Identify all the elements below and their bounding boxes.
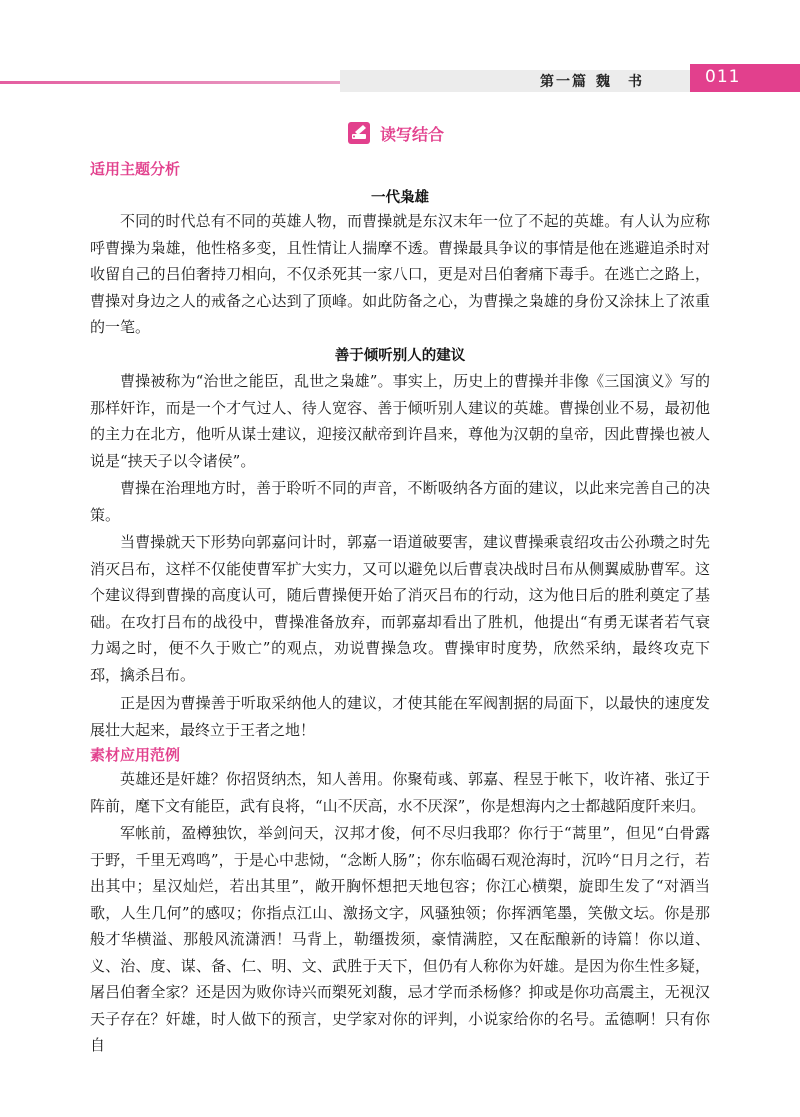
article-title-1: 一代枭雄: [371, 190, 429, 206]
header-rule: [0, 81, 340, 84]
article-title-2: 善于倾听别人的建议: [334, 348, 466, 364]
chapter-label: 魏 书: [596, 74, 644, 90]
article-2-paragraph-4: 正是因为曹操善于听取采纳他人的建议，才使其能在军阀割据的局面下，以最快的速度发展壮大起来，最终立于王者之地！: [90, 694, 710, 739]
section-title-text: 读写结合: [380, 124, 445, 144]
page-number: 011: [705, 67, 741, 87]
article-2-paragraph-1: 曹操被称为“治世之能臣，乱世之枭雄”。事实上，历史上的曹操并非像《三国演义》写的那样奸诈，而是一个才气过人、待人宽容、善于倾听别人建议的英雄。曹操创业不易，最初他的主力在北方，他听从谋士建议，迎接汉献帝到许昌来，尊他为汉朝的皇帝，因此曹操也被人说是“挟天子以令诸侯”。: [90, 372, 710, 470]
subheading-material-examples: 素材应用范例: [90, 746, 181, 764]
section-title: [346, 120, 444, 146]
book-pen-icon: [346, 120, 372, 146]
example-paragraph-1: 英雄还是奸雄？你招贤纳杰，知人善用。你聚荀彧、郭嘉、程昱于帐下，收许褚、张辽于阵前，麾下文有能臣，武有良将，“山不厌高，水不厌深”，你是想海内之士都越陌度阡来归。: [90, 770, 710, 815]
example-paragraph-2: 军帐前，盈樽独饮，举剑问天，汉邦才俊，何不尽归我耶？你行于“蒿里”，但见“白骨露于野，千里无鸡鸣”，于是心中悲恸，“念断人肠”；你东临碣石观沧海时，沉吟“日月之行，若出其中；星汉灿烂，若出其里”，敞开胸怀想把天地包容；你江心横槊，旋即生发了“对酒当歌，人生几何”的感叹；你指点江山、激扬文字，风骚独领；你挥洒笔墨，笑傲文坛。你是那般才华横溢、那般风流潇洒！马背上，勒缰拨须，豪情满腔，又在酝酿新的诗篇！你以道、义、治、度、谋、备、仁、明、文、武胜于天下，但仍有人称你为奸雄。是因为你生性多疑，屠吕伯奢全家？还是因为败你诗兴而槊死刘馥，忌才学而杀杨修？抑或是你功高震主，无视汉天子存在？奸雄，时人做下的预言，史学家对你的评判，小说家给你的名号。孟德啊！只有你自: [90, 824, 710, 1054]
subheading-theme-analysis: 适用主题分析: [90, 160, 181, 178]
running-header: [540, 71, 644, 91]
article-2-paragraph-3: 当曹操就天下形势向郭嘉问计时，郭嘉一语道破要害，建议曹操乘袁绍攻击公孙瓒之时先消灭吕布，这样不仅能使曹军扩大实力，又可以避免以后曹袁决战时吕布从侧翼威胁曹军。这个建议得到曹操的高度认可，随后曹操便开始了消灭吕布的行动，这为他日后的胜利奠定了基础。在攻打吕布的战役中，曹操准备放弃，而郭嘉却看出了胜机，他提出“有勇无谋者若气衰力竭之时，便不久于败亡”的观点，劝说曹操急攻。曹操审时度势，欣然采纳，最终攻克下邳，擒杀吕布。: [90, 533, 710, 684]
article-2-paragraph-2: 曹操在治理地方时，善于聆听不同的声音，不断吸纳各方面的建议，以此来完善自己的决策。: [90, 479, 710, 524]
article-1-paragraph-1: 不同的时代总有不同的英雄人物，而曹操就是东汉末年一位了不起的英雄。有人认为应称呼曹操为枭雄，他性格多变，且性情让人揣摩不透。曹操最具争议的事情是他在逃避追杀时对收留自己的吕伯奢持刀相向，不仅杀死其一家八口，更是对吕伯奢痛下毒手。在逃亡之路上，曹操对身边之人的戒备之心达到了顶峰。如此防备之心，为曹操之枭雄的身份又涂抹上了浓重的一笔。: [90, 212, 710, 336]
section-label: 第一篇: [540, 74, 588, 90]
